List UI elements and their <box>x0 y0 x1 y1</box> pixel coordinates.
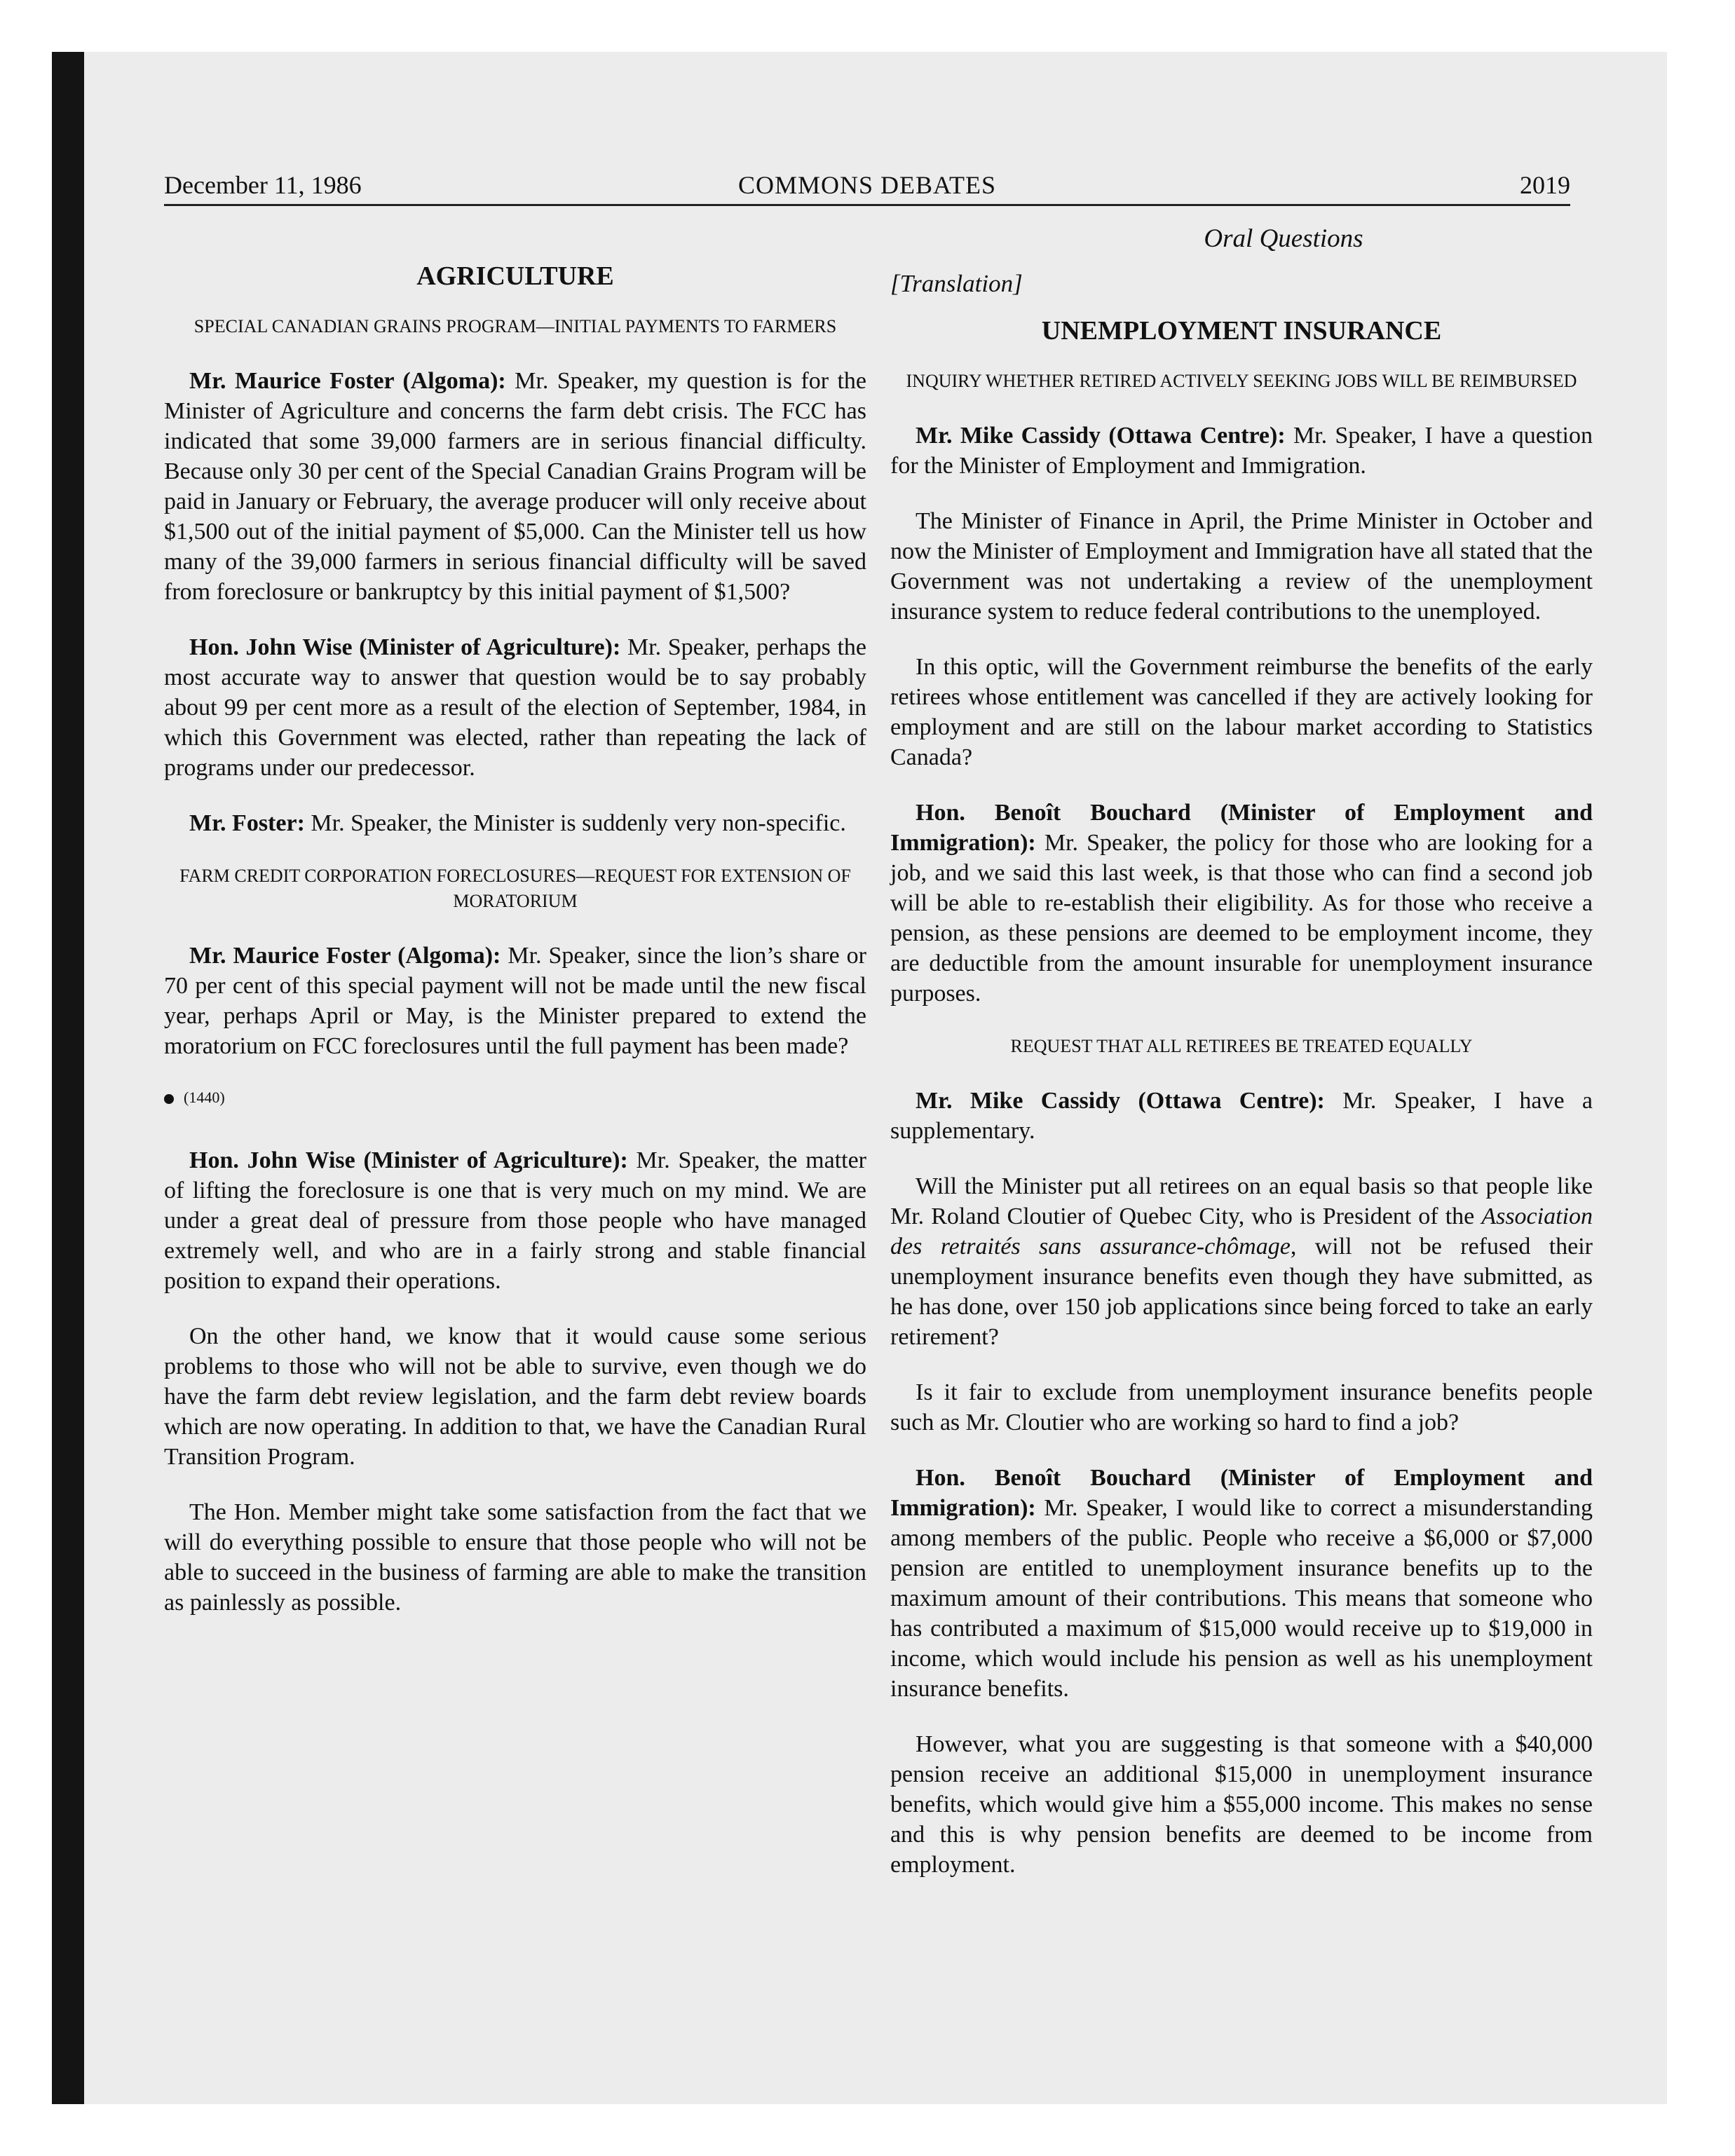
page-header <box>164 164 1570 206</box>
speech-text: Mr. Speaker, I would like to correct a misunderstanding among members of the public. People who receive a $6,000 or $7,000 pension are entitled to unemployment insurance benefits up to the maximum amount of their contributions. This means that someone who has contributed a maximum of $15,000 would receive up to $19,000 in income, which would include his pension as well as his unemployment insurance benefits. <box>890 1495 1593 1702</box>
speaker-name: Hon. John Wise (Minister of Agriculture): <box>189 1147 628 1173</box>
speech-text: , will not be refused their unemployment insurance benefits even though they have submitted, as he has done, over 150 job applications since being forced to take an early retirement? <box>890 1234 1593 1350</box>
section-title-agriculture: AGRICULTURE <box>416 261 614 291</box>
paragraph-bouchard-answer <box>890 798 1593 1009</box>
speaker-name: Mr. Maurice Foster (Algoma): <box>189 368 506 394</box>
subhead-retirees-equal: REQUEST THAT ALL RETIREES BE TREATED EQUALLY <box>1010 1036 1473 1056</box>
time-marker-text: (1440) <box>184 1089 225 1106</box>
association-name: Association des retraités sans assurance-chômage <box>890 1203 1593 1260</box>
translation-tag: [Translation] <box>890 270 1023 297</box>
speech-text: Mr. Speaker, my question is for the Minister of Agriculture and concerns the farm debt crisis. The FCC has indicated that some 39,000 farmers are in serious financial difficulty. Because only 30 per cent of the Special Canadian Grains Program will be paid in January or February, the average producer will only receive about $1,500 out of the initial payment of $5,000. Can the Minister tell us how many of the 39,000 farmers in serious financial difficulty will be saved from foreclosure or bankruptcy by this initial payment of $1,500? <box>164 368 866 605</box>
paragraph-cassidy-supplementary <box>890 1086 1593 1146</box>
speech-text: Mr. Speaker, perhaps the most accurate way to answer that question would be to say probably about 99 per cent more as a result of the election of September, 1984, in which this Government was elected, rather than repeating the lack of programs under our predecessor. <box>164 634 867 781</box>
paragraph-wise-reply-continued: On the other hand, we know that it would cause some serious problems to those who will not be able to survive, even though we do have the farm debt review legislation, and the farm debt review boards which are now operating. In addition to that, we have the Canadian Rural Transition Program. <box>164 1323 866 1470</box>
time-marker <box>164 1084 866 1112</box>
header-title: COMMONS DEBATES <box>737 171 997 199</box>
paragraph-wise-reply-closing: The Hon. Member might take some satisfaction from the fact that we will do everything possible to ensure that those people who will not be able to succeed in the business of farming are able to make the transition as painlessly as possible. <box>164 1499 866 1616</box>
paragraph-wise-answer <box>164 632 866 783</box>
paragraph-cassidy-context: The Minister of Finance in April, the Prime Minister in October and now the Minister of Employment and Immigration have all stated that the Government was not undertaking a review of the unemployment insurance system to reduce federal contributions to the unemployed. <box>890 508 1593 625</box>
speaker-name: Mr. Mike Cassidy (Ottawa Centre): <box>916 423 1286 449</box>
section-title-unemployment: UNEMPLOYMENT INSURANCE <box>1041 316 1442 346</box>
paragraph-bouchard-reply <box>890 1463 1593 1704</box>
subhead-retired-reimbursed: INQUIRY WHETHER RETIRED ACTIVELY SEEKING JOBS WILL BE REIMBURSED <box>906 371 1577 391</box>
paragraph-foster-supplementary <box>164 941 866 1061</box>
speech-text: Mr. Speaker, the matter of lifting the foreclosure is one that is very much on my mind. We are under a great deal of pressure from those people who have managed extremely well, and who are in a fairly strong and stable financial position to expand their operations. <box>164 1147 866 1294</box>
speech-text: Mr. Speaker, I have a question for the Minister of Employment and Immigration. <box>890 423 1593 479</box>
speech-text: Mr. Speaker, the Minister is suddenly very non-specific. <box>304 810 846 836</box>
speech-text: Will the Minister put all retirees on an equal basis so that people like Mr. Roland Cloutier of Quebec City, who is President of the <box>890 1173 1593 1229</box>
speech-text: Mr. Speaker, I have a supplementary. <box>890 1088 1593 1144</box>
paragraph-cassidy-cloutier <box>890 1171 1593 1352</box>
speaker-name: Hon. Benoît Bouchard (Minister of Employment and Immigration): <box>890 800 1593 856</box>
bullet-icon <box>164 1094 174 1104</box>
speaker-name: Mr. Mike Cassidy (Ottawa Centre): <box>916 1088 1325 1114</box>
subhead-grains-program: SPECIAL CANADIAN GRAINS PROGRAM—INITIAL PAYMENTS TO FARMERS <box>193 316 837 336</box>
paragraph-cassidy-fairness: Is it fair to exclude from unemployment insurance benefits people such as Mr. Cloutier who are working so hard to find a job? <box>890 1379 1593 1435</box>
speaker-name: Mr. Foster: <box>189 810 305 836</box>
paragraph-foster-remark <box>164 808 866 838</box>
running-head: Oral Questions <box>1204 224 1363 253</box>
paragraph-foster-question <box>164 366 866 607</box>
header-date: December 11, 1986 <box>164 171 362 199</box>
speaker-name: Mr. Maurice Foster (Algoma): <box>189 943 501 969</box>
paragraph-wise-reply <box>164 1145 866 1296</box>
header-page-number: 2019 <box>1520 171 1570 199</box>
speech-text: Mr. Speaker, the policy for those who are looking for a job, and we said this last week, is that those who can find a second job will be able to re-establish their eligibility. As for those who receive a pension, as these pensions are deemed to be employment income, they are deductible from the amount insurable for unemployment insurance purposes. <box>890 830 1593 1007</box>
speech-text: Mr. Speaker, since the lion’s share or 70 per cent of this special payment will not be made until the new fiscal year, perhaps April or May, is the Minister prepared to extend the moratorium on FCC foreclosures until the full payment has been made? <box>164 943 866 1059</box>
paragraph-cassidy-ask: In this optic, will the Government reimburse the benefits of the early retirees whose entitlement was cancelled if they are actively looking for employment and are still on the labour market according to Statistics Canada? <box>890 654 1593 770</box>
binding-edge <box>52 52 84 2104</box>
left-column <box>164 245 866 1643</box>
paragraph-cassidy-question <box>890 421 1593 481</box>
paragraph-bouchard-reply-closing: However, what you are suggesting is that someone with a $40,000 pension receive an additional $15,000 in unemployment insurance benefits, which would give him a $55,000 income. This makes no sense and this is why pension benefits are deemed to be income from employment. <box>890 1731 1593 1878</box>
speaker-name: Hon. Benoît Bouchard (Minister of Employment and Immigration): <box>890 1465 1593 1521</box>
speaker-name: Hon. John Wise (Minister of Agriculture): <box>189 634 621 660</box>
right-column <box>890 223 1593 1905</box>
subhead-fcc-foreclosures: FARM CREDIT CORPORATION FORECLOSURES—REQUEST FOR EXTENSION OF MORATORIUM <box>179 866 851 911</box>
